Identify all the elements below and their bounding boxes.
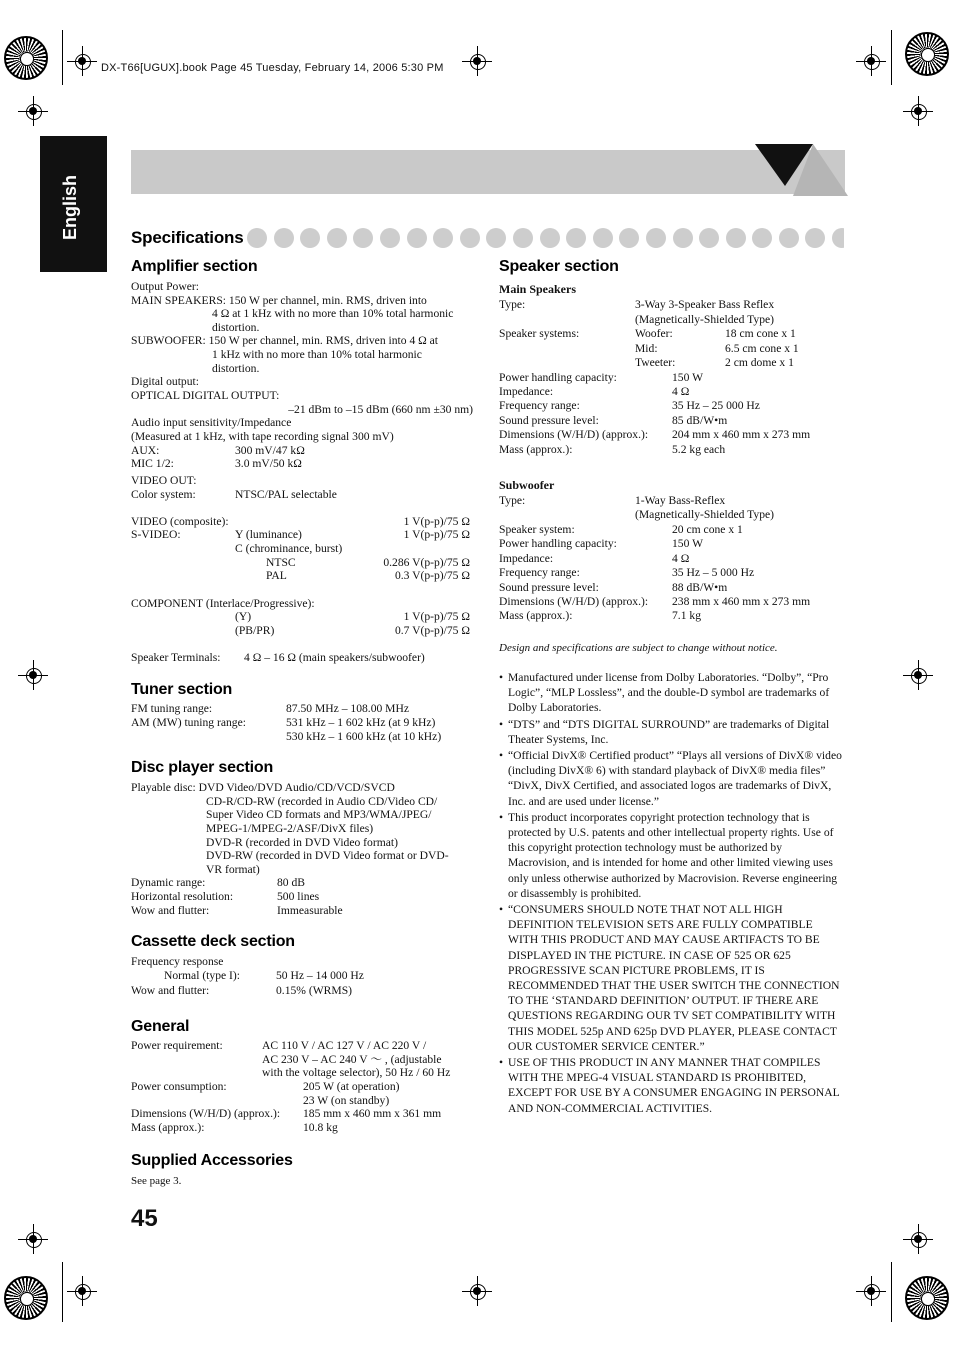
spec-label: Mass (approx.): [131, 1121, 205, 1134]
spec-label: MIC 1/2: [131, 457, 174, 470]
header-triangle-icon [753, 140, 848, 196]
spec-value: 6.5 cm cone x 1 [725, 342, 799, 355]
spec-label: Horizontal resolution: [131, 890, 234, 903]
print-rosette-top-right [905, 32, 949, 76]
main-speakers-subheading: Main Speakers [499, 282, 577, 296]
header-bar [131, 150, 845, 194]
spec-label: Power consumption: [131, 1080, 227, 1093]
spec-text: Frequency response [131, 955, 224, 968]
spec-value: 2 cm dome x 1 [725, 356, 794, 369]
spec-label: Power requirement: [131, 1039, 223, 1052]
spec-label: Dimensions (W/H/D) (approx.): [131, 1107, 281, 1120]
spec-value: 4 Ω [672, 552, 690, 565]
spec-label: S-VIDEO: [131, 528, 181, 541]
spec-label: Dimensions (W/H/D) (approx.): [499, 428, 649, 441]
registration-mark-left-middle [18, 660, 48, 690]
spec-label: Mass (approx.): [499, 609, 573, 622]
spec-value: 3.0 mV/50 kΩ [235, 457, 302, 470]
spec-value: 7.1 kg [672, 609, 701, 622]
spec-label: Normal (type I): [164, 969, 240, 982]
spec-label: Woofer: [635, 327, 673, 340]
specifications-note: Design and specifications are subject to change without notice. [499, 642, 778, 654]
registration-mark-bottom-left [67, 1276, 97, 1306]
spec-label: Power handling capacity: [499, 371, 617, 384]
spec-label: Wow and flutter: [131, 904, 210, 917]
title-dot-rule [247, 228, 844, 248]
registration-mark-top-center [462, 46, 492, 76]
spec-text: distortion. [212, 362, 260, 375]
spec-text: DVD-R (recorded in DVD Video format) [206, 836, 398, 849]
list-item: • “Official DivX® Certified product” “Plays all versions of DivX® video (including DivX® 6) with standard playback of DivX® media files” “DivX, DivX Certified, and associated logos are trademarks of DivX, Inc. and are used under license.” [499, 748, 845, 809]
spec-text: SUBWOOFER: 150 W per channel, min. RMS, driven into 4 Ω at [131, 334, 439, 347]
spec-value: 0.15% (WRMS) [276, 984, 352, 997]
spec-value: –21 dBm to –15 dBm (660 nm ±30 nm) [288, 403, 473, 416]
spec-label: Sound pressure level: [499, 581, 599, 594]
spec-text: Digital output: [131, 375, 199, 388]
registration-mark-right-lower [903, 1224, 933, 1254]
spec-value: 500 lines [277, 890, 320, 903]
spec-text: Playable disc: DVD Video/DVD Audio/CD/VCD/SVCD [131, 781, 395, 794]
spec-text: VIDEO OUT: [131, 474, 197, 487]
spec-value: 204 mm x 460 mm x 273 mm [672, 428, 811, 441]
spec-text: 1 kHz with no more than 10% total harmonic [212, 348, 422, 361]
spec-label: NTSC [266, 556, 296, 569]
spec-text: MPEG-1/MPEG-2/ASF/DivX files) [206, 822, 374, 835]
spec-value: 185 mm x 460 mm x 361 mm [303, 1107, 442, 1120]
spec-value: Immeasurable [277, 904, 343, 917]
spec-text: distortion. [212, 321, 260, 334]
spec-label: AM (MW) tuning range: [131, 716, 246, 729]
spec-text: 4 Ω at 1 kHz with no more than 10% total harmonic [212, 307, 454, 320]
spec-value: 1 V(p-p)/75 Ω [403, 610, 470, 623]
spec-value: 50 Hz – 14 000 Hz [276, 969, 364, 982]
spec-text: MAIN SPEAKERS: 150 W per channel, min. RMS, driven into [131, 294, 427, 307]
language-tab [40, 136, 107, 272]
spec-label: Sound pressure level: [499, 414, 599, 427]
spec-value: 300 mV/47 kΩ [235, 444, 305, 457]
print-rosette-bottom-left [4, 1276, 48, 1320]
list-item: • Manufactured under license from Dolby Laboratories. “Dolby”, “Pro Logic”, “MLP Lossless”, and the double-D symbol are trademarks of Dolby Laboratories. [499, 670, 845, 716]
spec-label: Type: [499, 494, 526, 507]
spec-value: 0.286 V(p-p)/75 Ω [383, 556, 470, 569]
spec-value: with the voltage selector), 50 Hz / 60 Hz [262, 1066, 451, 1079]
spec-label: Speaker systems: [499, 327, 580, 340]
spec-value: 18 cm cone x 1 [725, 327, 796, 340]
spec-value: 88 dB/W•m [672, 581, 728, 594]
list-item: • USE OF THIS PRODUCT IN ANY MANNER THAT COMPILES WITH THE MPEG-4 VISUAL STANDARD IS PROHIBITED, EXCEPT FOR USE BY A CONSUMER ENGAGING IN PERSONAL AND NON-COMMERCIAL ACTIVITIES. [499, 1055, 845, 1116]
spec-value: 3-Way 3-Speaker Bass Reflex [635, 298, 775, 311]
registration-mark-top-left [67, 46, 97, 76]
spec-value: 87.50 MHz – 108.00 MHz [286, 702, 410, 715]
registration-mark-bottom-right [856, 1276, 886, 1306]
subwoofer-subheading: Subwoofer [499, 478, 555, 492]
print-rosette-bottom-right [905, 1276, 949, 1320]
page-title: Specifications [131, 228, 244, 247]
accessories-heading: Supplied Accessories [131, 1152, 293, 1169]
crop-line [891, 1262, 892, 1322]
spec-value: NTSC/PAL selectable [235, 488, 337, 501]
spec-label: Power handling capacity: [499, 537, 617, 550]
spec-value: 35 Hz – 25 000 Hz [672, 399, 760, 412]
spec-value: 1-Way Bass-Reflex [635, 494, 726, 507]
spec-value: 0.3 V(p-p)/75 Ω [394, 569, 470, 582]
spec-value: 150 W [672, 371, 704, 384]
spec-label: AUX: [131, 444, 160, 457]
general-heading: General [131, 1018, 190, 1035]
spec-label: C (chrominance, burst) [235, 542, 343, 555]
spec-value: 10.8 kg [303, 1121, 338, 1134]
spec-value: 20 cm cone x 1 [672, 523, 743, 536]
spec-label: Wow and flutter: [131, 984, 210, 997]
spec-label: Speaker system: [499, 523, 575, 536]
spec-value: AC 110 V / AC 127 V / AC 220 V / [262, 1039, 427, 1052]
registration-mark-left-lower [18, 1224, 48, 1254]
trademark-notices [499, 670, 845, 1117]
spec-value: 80 dB [277, 876, 306, 889]
registration-mark-bottom-center [462, 1276, 492, 1306]
spec-label: (PB/PR) [235, 624, 275, 637]
spec-label: (Y) [235, 610, 252, 623]
list-item: • This product incorporates copyright protection technology that is protected by U.S. patents and other intellectual property rights. Use of this copyright protection technology must be authorized by Macrovision, and is intended for home and other limited viewing uses only unless otherwise authorized by Macrovision. Reverse engineering or disassembly is prohibited. [499, 810, 845, 901]
spec-value: 531 kHz – 1 602 kHz (at 9 kHz) [286, 716, 436, 729]
spec-text: See page 3. [131, 1175, 182, 1187]
spec-value: 205 W (at operation) [303, 1080, 400, 1093]
spec-value: AC 230 V – AC 240 V ～ , (adjustable [262, 1053, 442, 1066]
spec-label: Speaker Terminals: [131, 651, 221, 664]
file-header: DX-T66[UGUX].book Page 45 Tuesday, February 14, 2006 5:30 PM [101, 62, 444, 74]
spec-value: 4 Ω – 16 Ω (main speakers/subwoofer) [244, 651, 425, 664]
spec-label: Impedance: [499, 552, 554, 565]
spec-value: 0.7 V(p-p)/75 Ω [394, 624, 470, 637]
spec-label: Impedance: [499, 385, 554, 398]
spec-text: Output Power: [131, 280, 199, 293]
spec-label: Frequency range: [499, 566, 580, 579]
registration-mark-top-right [856, 46, 886, 76]
spec-label: Frequency range: [499, 399, 580, 412]
spec-value: 85 dB/W•m [672, 414, 728, 427]
crop-line [62, 1262, 63, 1322]
disc-heading: Disc player section [131, 759, 274, 776]
language-tab-label: English [60, 174, 80, 240]
spec-label: PAL [266, 569, 287, 582]
tuner-heading: Tuner section [131, 681, 233, 698]
spec-value: 238 mm x 460 mm x 273 mm [672, 595, 811, 608]
spec-text: COMPONENT (Interlace/Progressive): [131, 597, 315, 610]
spec-label: Tweeter: [635, 356, 676, 369]
spec-value: 23 W (on standby) [303, 1094, 390, 1107]
cassette-heading: Cassette deck section [131, 933, 295, 950]
spec-label: Mass (approx.): [499, 443, 573, 456]
spec-label: Type: [499, 298, 526, 311]
spec-label: FM tuning range: [131, 702, 213, 715]
spec-value: (Magnetically-Shielded Type) [635, 508, 775, 521]
spec-value: 530 kHz – 1 600 kHz (at 10 kHz) [286, 730, 442, 743]
list-item: • “DTS” and “DTS DIGITAL SURROUND” are trademarks of Digital Theater Systems, Inc. [499, 717, 845, 747]
spec-value: (Magnetically-Shielded Type) [635, 313, 775, 326]
spec-value: 35 Hz – 5 000 Hz [672, 566, 755, 579]
spec-value: 4 Ω [672, 385, 690, 398]
speaker-heading: Speaker section [499, 258, 619, 275]
page-number: 45 [131, 1205, 158, 1232]
amplifier-heading: Amplifier section [131, 258, 258, 275]
spec-value: 1 V(p-p)/75 Ω [403, 515, 470, 528]
spec-text: OPTICAL DIGITAL OUTPUT: [131, 389, 280, 402]
spec-label: Dimensions (W/H/D) (approx.): [499, 595, 649, 608]
spec-text: Super Video CD formats and MP3/WMA/JPEG/ [206, 808, 432, 821]
spec-text: CD-R/CD-RW (recorded in Audio CD/Video CD/ [206, 795, 438, 808]
spec-label: Dynamic range: [131, 876, 206, 889]
spec-label: VIDEO (composite): [131, 515, 229, 528]
spec-label: Y (luminance) [235, 528, 302, 541]
list-item: • “CONSUMERS SHOULD NOTE THAT NOT ALL HIGH DEFINITION TELEVISION SETS ARE FULLY COMPATIBLE WITH THIS PRODUCT AND MAY CAUSE ARTIFACTS TO BE DISPLAYED IN THE PICTURE. IN CASE OF 525 OR 625 PROGRESSIVE SCAN PICTURE PROBLEMS, IT IS RECOMMENDED THAT THE USER SWITCH THE CONNECTION TO THE ‘STANDARD DEFINITION’ OUTPUT. IF THERE ARE QUESTIONS REGARDING OUR TV SET COMPATIBILITY WITH THIS MODEL 525p AND 625p DVD PLAYER, PLEASE CONTACT OUR CUSTOMER SERVICE CENTER.” [499, 902, 845, 1054]
spec-text: DVD-RW (recorded in DVD Video format or DVD- [206, 849, 449, 862]
spec-text: VR format) [206, 863, 260, 876]
spec-label: Color system: [131, 488, 196, 501]
registration-mark-right-middle [903, 660, 933, 690]
print-rosette-top-left [4, 36, 48, 80]
spec-value: 150 W [672, 537, 704, 550]
registration-mark-right-upper [903, 96, 933, 126]
crop-line [62, 30, 63, 85]
registration-mark-left-upper [18, 96, 48, 126]
spec-label: Mid: [635, 342, 658, 355]
spec-text: (Measured at 1 kHz, with tape recording signal 300 mV) [131, 430, 394, 443]
spec-text: Audio input sensitivity/Impedance [131, 416, 292, 429]
spec-value: 1 V(p-p)/75 Ω [403, 528, 470, 541]
spec-value: 5.2 kg each [672, 443, 726, 456]
crop-line [891, 30, 892, 85]
